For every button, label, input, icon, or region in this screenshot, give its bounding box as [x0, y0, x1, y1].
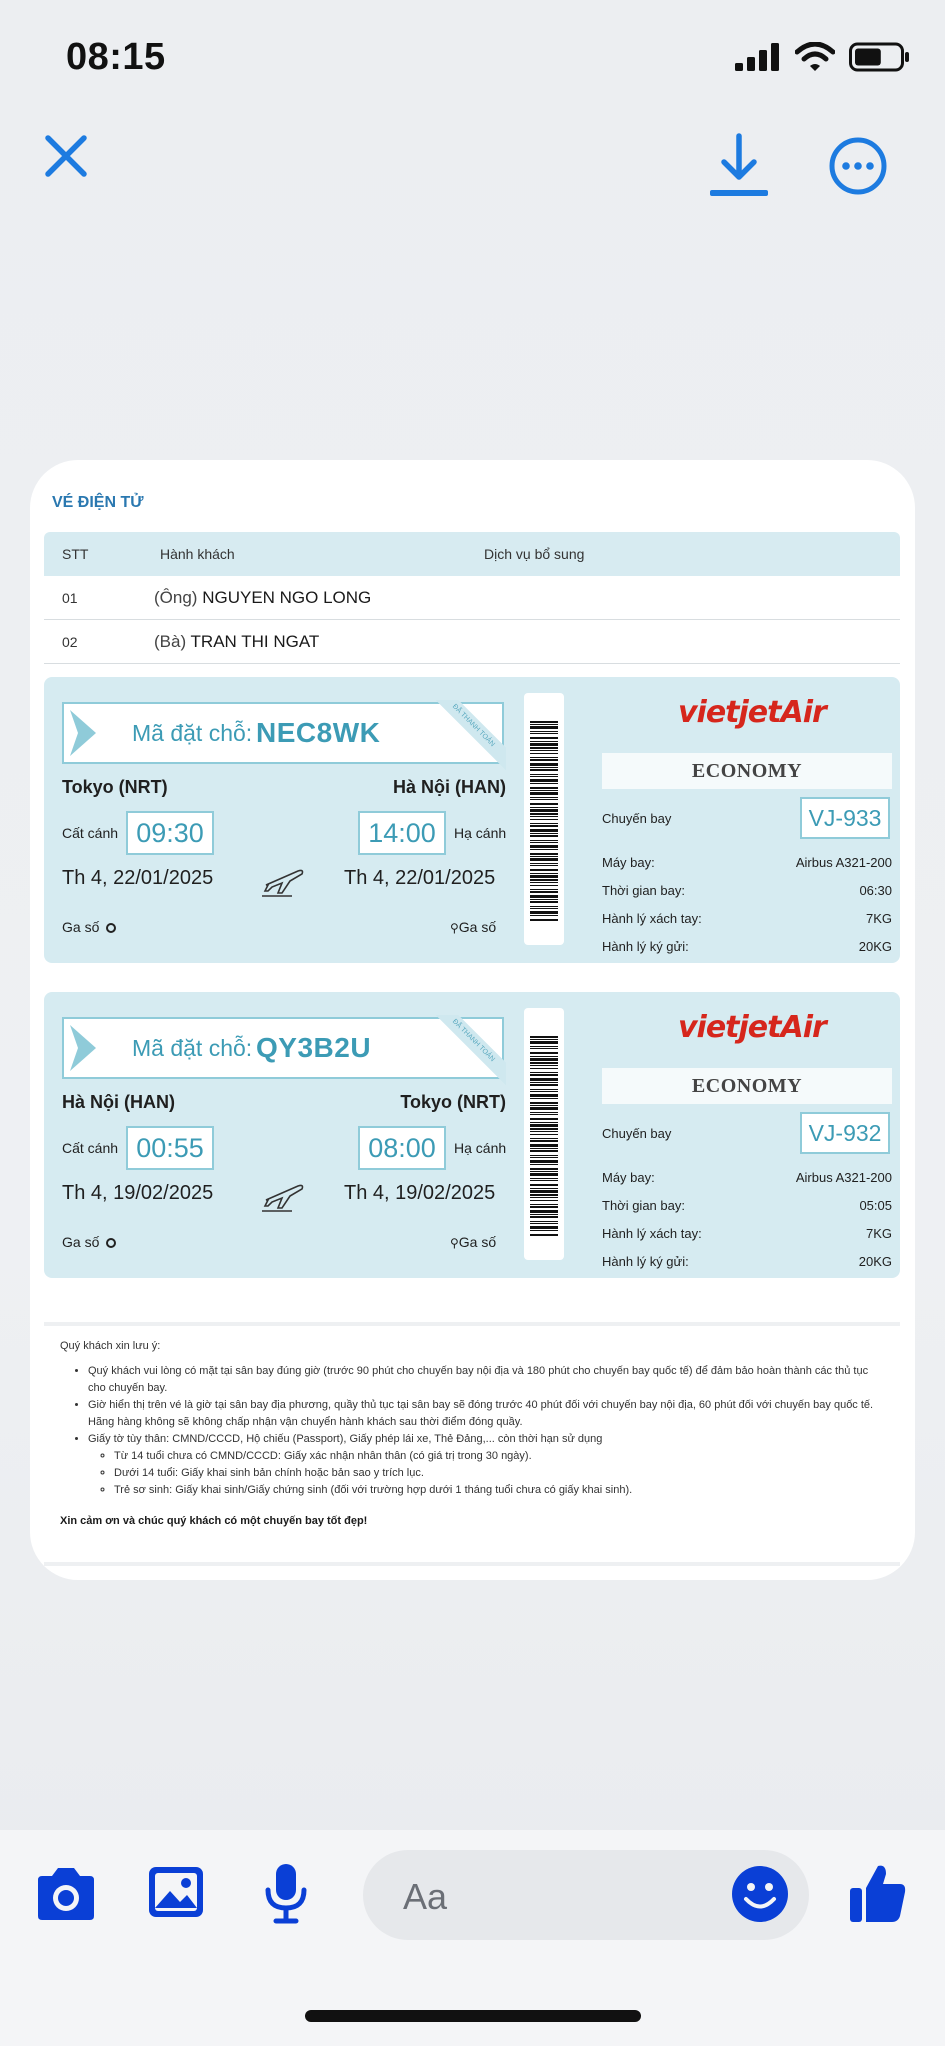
gate-destination: ⚲Ga số [450, 919, 497, 935]
barcode-bar [530, 790, 558, 791]
airplane-takeoff-icon [260, 863, 306, 897]
barcode-bar [530, 1062, 558, 1064]
barcode-bar [530, 1206, 558, 1208]
download-icon[interactable] [708, 132, 770, 200]
chevron-right-icon [68, 1023, 98, 1073]
barcode-bar [530, 1091, 558, 1092]
barcode-bar [530, 724, 558, 725]
origin-city: Hà Nội (HAN) [62, 1092, 175, 1112]
barcode-bar [530, 1072, 558, 1073]
barcode-bar [530, 1102, 558, 1104]
barcode-bar [530, 899, 558, 900]
barcode-bar [530, 891, 558, 893]
barcode-bar [530, 1171, 558, 1172]
barcode-bar [530, 783, 558, 784]
paid-stamp: ĐÃ THANH TOÁN [436, 700, 506, 770]
circle-icon [106, 1238, 116, 1248]
barcode-bar [530, 759, 558, 761]
barcode-bar [530, 1068, 558, 1069]
barcode-bar [530, 865, 558, 866]
barcode-bar [530, 1234, 558, 1236]
barcode-bar [530, 879, 558, 881]
booking-code-label: Mã đặt chỗ: [132, 1035, 253, 1061]
notes-list [88, 1363, 884, 1499]
booking-code-label: Mã đặt chỗ: [132, 720, 253, 746]
arrival-label: Hạ cánh [454, 1140, 507, 1156]
note-item: • Giờ hiển thị trên vé là giờ tại sân bay địa phương, quầy thủ tục tại sân bay sẽ đóng trước 40 phút đối với chuyến bay nội địa, 60 phút đối với chuyến bay quốc tế. Hãng hàng không sẽ không chấp nhận vận chuyển hành khách sau thời điểm đóng quầy. [88, 1397, 884, 1431]
cellular-signal-icon [735, 43, 781, 71]
barcode-bar [530, 1144, 558, 1147]
barcode-bar [530, 1046, 558, 1047]
barcode-bar [530, 882, 558, 883]
barcode-bar [530, 792, 558, 795]
barcode-bar [530, 757, 558, 758]
barcode-bar [530, 1036, 558, 1038]
section-title: VÉ ĐIỆN TỬ [52, 494, 144, 511]
airplane-takeoff-icon [260, 1178, 306, 1212]
barcode-bar [530, 873, 558, 874]
fare-class-band [602, 1068, 892, 1104]
barcode-bar [530, 849, 558, 850]
barcode [524, 693, 564, 945]
barcode-bar [530, 1039, 558, 1040]
message-input-placeholder: Aa [403, 1876, 448, 1917]
barcode-bar [530, 1148, 558, 1149]
barcode-bar [530, 767, 558, 768]
barcode-bar [530, 1230, 558, 1231]
barcode-bar [530, 747, 558, 749]
thumbs-up-icon[interactable] [848, 1862, 908, 1924]
barcode [524, 1008, 564, 1260]
barcode-bar [530, 1155, 558, 1156]
paid-stamp: ĐÃ THANH TOÁN [436, 1015, 506, 1085]
barcode-bar [530, 741, 558, 742]
barcode-bar [530, 845, 558, 848]
barcode-bar [530, 753, 558, 754]
barcode-bar [530, 809, 558, 812]
barcode-bar [530, 1190, 558, 1193]
barcode-bar [530, 816, 558, 817]
barcode-bar [530, 1084, 558, 1086]
barcode-bar [530, 787, 558, 789]
barcode-bar [530, 721, 558, 723]
origin-city: Tokyo (NRT) [62, 777, 168, 797]
barcode-bar [530, 1124, 558, 1127]
note-subitem: ◦ Trẻ sơ sinh: Giấy khai sinh/Giấy chứng sinh (đối với trường hợp dưới 1 tháng tuổi chưa có giấy khai sinh). [114, 1482, 884, 1499]
barcode-bar [530, 750, 558, 751]
barcode-bar [530, 840, 558, 841]
barcode-bar [530, 1118, 558, 1120]
departure-date: Th 4, 22/01/2025 [62, 867, 214, 889]
barcode-bar [530, 733, 558, 734]
gate-destination: ⚲Ga số [450, 1234, 497, 1250]
chevron-right-icon [68, 708, 98, 758]
note-subitem: ◦ Dưới 14 tuổi: Giấy khai sinh bản chính hoặc bản sao y trích lục. [114, 1465, 884, 1482]
notes-header: Quý khách xin lưu ý: [60, 1340, 161, 1352]
barcode-bar [530, 835, 558, 837]
vietjet-logo: vietjetAir [678, 1010, 826, 1045]
location-pin-icon: ⚲ [450, 1236, 459, 1250]
barcode-bar [530, 1173, 558, 1176]
barcode-bar [530, 829, 558, 832]
barcode-bar [530, 1204, 558, 1205]
barcode-bar [530, 1157, 558, 1158]
vietjet-logo: vietjetAir [678, 695, 826, 730]
barcode-bar [530, 774, 558, 775]
row-number: 02 [62, 634, 78, 650]
barcode-bar [530, 1221, 558, 1222]
barcode-bar [530, 825, 558, 827]
notes-sublist [114, 1448, 884, 1499]
barcode-bar [530, 737, 558, 739]
barcode-bar [530, 1048, 558, 1049]
barcode-bar [530, 842, 558, 843]
barcode-bar [530, 911, 558, 914]
barcode-bar [530, 863, 558, 864]
arrival-date: Th 4, 22/01/2025 [344, 867, 496, 889]
status-bar [0, 0, 945, 110]
barcode-bar [530, 731, 558, 732]
passenger-table [44, 532, 900, 664]
status-time: 08:15 [66, 36, 166, 78]
booking-code: QY3B2U [256, 1032, 372, 1063]
barcode-bar [530, 1074, 558, 1076]
battery-icon [849, 42, 911, 72]
barcode-bar [530, 1168, 558, 1170]
note-item: • Quý khách vui lòng có mặt tại sân bay đúng giờ (trước 90 phút cho chuyến bay nội địa và 180 phút cho chuyến bay quốc tế) để đảm bảo hoàn thành các thủ tục cho chuyến bay. [88, 1363, 884, 1397]
departure-time: 00:55 [126, 1126, 214, 1170]
barcode-bar [530, 1210, 558, 1213]
barcode-bar [530, 769, 558, 771]
fare-class: ECONOMY [691, 760, 803, 782]
barcode-bar [530, 807, 558, 808]
departure-time: 09:30 [126, 811, 214, 855]
camera-icon[interactable] [34, 1866, 98, 1922]
location-pin-icon: ⚲ [450, 921, 459, 935]
barcode-bar [530, 901, 558, 903]
barcode-bar [530, 1078, 558, 1081]
passenger-title: (Ông) [154, 588, 198, 607]
barcode-lines [530, 1036, 558, 1236]
barcode-bar [530, 763, 558, 766]
barcode-bar [530, 1180, 558, 1181]
barcode-bar [530, 1094, 558, 1097]
barcode-bar [530, 895, 558, 898]
barcode-bar [530, 819, 558, 820]
departure-label: Cất cánh [62, 1140, 119, 1156]
barcode-bar [530, 1134, 558, 1135]
arrival-label: Hạ cánh [454, 825, 507, 841]
close-icon[interactable] [40, 130, 92, 182]
flight-number: VJ-932 [800, 1112, 890, 1154]
row-number: 01 [62, 590, 78, 606]
barcode-bar [530, 1105, 558, 1106]
thanks-message: Xin cảm ơn và chúc quý khách có một chuyến bay tốt đẹp! [60, 1515, 368, 1527]
e-ticket-image[interactable] [30, 460, 915, 1580]
table-row [44, 620, 900, 664]
booking-code-box [62, 702, 504, 764]
status-icons [735, 42, 911, 72]
barcode-bar [530, 743, 558, 746]
barcode-bar [530, 1226, 558, 1229]
flight-details: vietjetAir ECONOMY Chuyến bay VJ-933 Máy bay: Airbus A321-200 Thời gian bay: 06:30 Hành lý xách tay: 7KG Hành lý ký gửi: 20KG [602, 695, 892, 954]
barcode-bar [530, 1184, 558, 1186]
passenger-name [154, 632, 319, 652]
circle-icon [106, 923, 116, 933]
barcode-bar [530, 726, 558, 729]
barcode-bar [530, 1098, 558, 1099]
barcode-bar [530, 1089, 558, 1090]
gallery-icon[interactable] [146, 1864, 206, 1920]
gate-origin: Ga số [62, 1234, 116, 1250]
flight-details: vietjetAir ECONOMY Chuyến bay VJ-932 Máy bay: Airbus A321-200 Thời gian bay: 05:05 Hành lý xách tay: 7KG Hành lý ký gửi: 20KG [602, 1010, 892, 1269]
barcode-bar [530, 1216, 558, 1218]
barcode-bar [530, 1107, 558, 1110]
barcode-bar [530, 885, 558, 886]
departure-date: Th 4, 19/02/2025 [62, 1182, 214, 1204]
boarding-pass-return [44, 992, 900, 1278]
barcode-bar [530, 1160, 558, 1163]
table-row [44, 576, 900, 620]
more-options-icon[interactable] [828, 136, 888, 196]
barcode-bar [530, 1112, 558, 1113]
barcode-bar [530, 1052, 558, 1054]
arrival-time: 14:00 [358, 811, 446, 855]
note-subitem: ◦ Từ 14 tuổi chưa có CMND/CCCD: Giấy xác nhận nhân thân (có giá trị trong 30 ngày). [114, 1448, 884, 1465]
destination-city: Tokyo (NRT) [400, 1092, 506, 1112]
barcode-bar [530, 1131, 558, 1132]
barcode-bar [530, 1041, 558, 1044]
header-passenger: Hành khách [160, 546, 235, 562]
barcode-bar [530, 1164, 558, 1165]
flight-number-label: Chuyến bay [602, 811, 672, 826]
barcode-bar [530, 875, 558, 878]
barcode-bar [530, 833, 558, 834]
barcode-bar [530, 889, 558, 890]
boarding-pass-outbound [44, 677, 900, 963]
gate-origin: Ga số [62, 919, 116, 935]
booking-code-box [62, 1017, 504, 1079]
destination-city: Hà Nội (HAN) [393, 777, 506, 797]
passenger-name [154, 588, 371, 608]
fare-class-band [602, 753, 892, 789]
passenger-fullname: NGUYEN NGO LONG [202, 588, 372, 607]
barcode-bar [530, 915, 558, 916]
arrival-date: Th 4, 19/02/2025 [344, 1182, 496, 1204]
table-header [44, 532, 900, 576]
barcode-bar [530, 1114, 558, 1115]
barcode-bar [530, 1065, 558, 1066]
barcode-bar [530, 1140, 558, 1142]
barcode-bar [530, 776, 558, 777]
note-item: • Giấy tờ tùy thân: CMND/CCCD, Hộ chiếu (Passport), Giấy phép lái xe, Thẻ Đảng,... còn thời hạn sử dụng ◦ Từ 14 tuổi chưa có CMND/CCCD: Giấy xác nhận nhân thân (có giá trị trong 30 ngày). ◦ Dưới 14 tuổi: Giấy khai sinh bản chính hoặc bản sao y trích lục. ◦ Trẻ sơ sinh: Giấy khai sinh/Giấy chứng sinh (đối với trường hợp dưới 1 tháng tuổi chưa có giấy khai sinh). [88, 1431, 884, 1499]
barcode-bar [530, 799, 558, 800]
barcode-bar [530, 908, 558, 909]
fare-class: ECONOMY [691, 1075, 803, 1097]
barcode-bar [530, 803, 558, 805]
barcode-bar [530, 869, 558, 871]
barcode-bar [530, 1194, 558, 1196]
barcode-bar [530, 1214, 558, 1215]
barcode-bar [530, 797, 558, 798]
barcode-bar [530, 1150, 558, 1152]
barcode-bar [530, 779, 558, 782]
barcode-bar [530, 1056, 558, 1057]
flight-number-label: Chuyến bay [602, 1126, 672, 1141]
barcode-bar [530, 1178, 558, 1179]
barcode-bar [530, 919, 558, 921]
arrival-time: 08:00 [358, 1126, 446, 1170]
barcode-bar [530, 1128, 558, 1130]
flight-number: VJ-933 [800, 797, 890, 839]
barcode-bar [530, 823, 558, 824]
passenger-title: (Bà) [154, 632, 187, 651]
home-indicator [305, 2010, 641, 2022]
notes-section [44, 1322, 900, 1566]
barcode-bar [530, 853, 558, 855]
barcode-bar [530, 1197, 558, 1198]
header-stt: STT [62, 546, 89, 562]
barcode-bar [530, 906, 558, 907]
emoji-icon[interactable] [730, 1864, 790, 1924]
departure-label: Cất cánh [62, 825, 119, 841]
barcode-bar [530, 1223, 558, 1224]
barcode-bar [530, 858, 558, 861]
barcode-bar [530, 1082, 558, 1083]
barcode-bar [530, 1122, 558, 1123]
barcode-bar [530, 1200, 558, 1201]
barcode-bar [530, 1138, 558, 1139]
barcode-bar [530, 813, 558, 815]
barcode-lines [530, 721, 558, 921]
header-extra-services: Dịch vụ bổ sung [484, 546, 585, 562]
microphone-icon[interactable] [264, 1862, 308, 1924]
wifi-icon [795, 42, 835, 72]
barcode-bar [530, 1058, 558, 1061]
barcode-bar [530, 1188, 558, 1189]
passenger-fullname: TRAN THI NGAT [190, 632, 320, 651]
barcode-bar [530, 856, 558, 857]
booking-code: NEC8WK [256, 717, 381, 748]
